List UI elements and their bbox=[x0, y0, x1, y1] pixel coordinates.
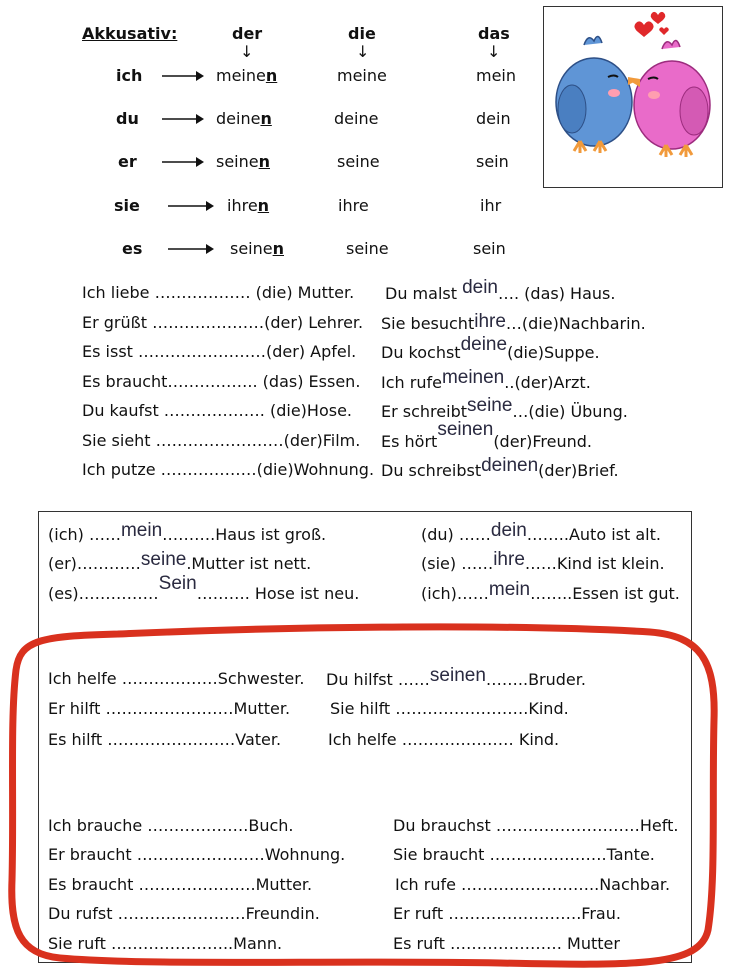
exercise-sentence: Er braucht ……………………Wohnung. bbox=[48, 845, 346, 864]
exercise-sentence: Sie braucht ………………….Tante. bbox=[393, 845, 655, 864]
handwritten-answer: seinen bbox=[429, 665, 486, 686]
exercise-sentence: Er hilft ……………………Mutter. bbox=[48, 699, 291, 718]
exercise-sentence: (ich)……mein……..Essen ist gut. bbox=[421, 579, 680, 603]
handwritten-answer: seine bbox=[467, 395, 513, 416]
col-header-das: das bbox=[478, 24, 510, 43]
exercise-sentence: Es braucht ………………….Mutter. bbox=[48, 875, 313, 894]
akkusativ-heading: Akkusativ: bbox=[82, 24, 178, 43]
handwritten-answer: ihre bbox=[493, 549, 525, 570]
das-form: dein bbox=[476, 109, 511, 128]
arrow-down-icon: ↓ bbox=[487, 42, 501, 61]
der-form: seinen bbox=[216, 152, 270, 171]
exercise-sentence: (er)…………seine.Mutter ist nett. bbox=[48, 549, 312, 573]
der-form: ihren bbox=[227, 196, 270, 215]
exercise-sentence: Sie ruft …………………..Mann. bbox=[48, 934, 283, 953]
exercise-sentence: Du kochstdeine(die)Suppe. bbox=[381, 334, 600, 362]
exercise-sentence: Ich rufemeinen..(der)Arzt. bbox=[381, 367, 591, 392]
handwritten-answer: ihre bbox=[474, 311, 506, 332]
das-form: ihr bbox=[480, 196, 502, 215]
arrow-right-icon bbox=[162, 66, 204, 90]
exercise-sentence: Du schreibstdeinen(der)Brief. bbox=[381, 455, 619, 480]
exercise-sentence: Ich rufe ……………………..Nachbar. bbox=[395, 875, 671, 894]
der-form: meinen bbox=[216, 66, 278, 85]
pronoun: du bbox=[116, 109, 139, 128]
das-form: sein bbox=[476, 152, 509, 171]
handwritten-answer: deine bbox=[460, 334, 508, 355]
handwritten-answer: mein bbox=[120, 520, 163, 541]
kissing-birds-image bbox=[543, 6, 723, 188]
heart-icon bbox=[651, 12, 666, 24]
exercise-sentence: Sie sieht ……………………(der)Film. bbox=[82, 431, 361, 450]
exercise-sentence: Du hilfst ……seinen……..Bruder. bbox=[326, 665, 586, 689]
exercise-sentence: (du) ……dein……..Auto ist alt. bbox=[421, 520, 661, 544]
exercise-sentence: (ich) ……mein……….Haus ist groß. bbox=[48, 520, 327, 544]
exercise-sentence: Er ruft …………………….Frau. bbox=[393, 904, 621, 923]
pronoun: es bbox=[122, 239, 143, 258]
die-form: seine bbox=[337, 152, 380, 171]
arrow-right-icon bbox=[162, 109, 204, 133]
pronoun: ich bbox=[116, 66, 143, 85]
arrow-right-icon bbox=[168, 239, 214, 263]
exercise-sentence: (es)……………Sein………. Hose ist neu. bbox=[48, 573, 360, 603]
pronoun: er bbox=[118, 152, 137, 171]
handwritten-answer: Sein bbox=[158, 573, 197, 594]
arrow-right-icon bbox=[168, 196, 214, 220]
der-form: deinen bbox=[216, 109, 272, 128]
die-form: ihre bbox=[338, 196, 369, 215]
exercise-sentence: Ich helfe ………………Schwester. bbox=[48, 669, 305, 688]
der-form: seinen bbox=[230, 239, 284, 258]
handwritten-answer: deinen bbox=[481, 455, 539, 476]
handwritten-answer: seinen bbox=[437, 419, 494, 440]
exercise-sentence: (sie) ……ihre……Kind ist klein. bbox=[421, 549, 665, 573]
pronoun: sie bbox=[114, 196, 140, 215]
das-form: mein bbox=[476, 66, 517, 85]
heart-icon bbox=[659, 27, 669, 35]
exercise-sentence: Es hilft ……………………Vater. bbox=[48, 730, 282, 749]
exercise-sentence: Ich brauche ……………….Buch. bbox=[48, 816, 294, 835]
arrow-right-icon bbox=[162, 152, 204, 176]
col-header-der: der bbox=[232, 24, 263, 43]
exercise-sentence: Du malst dein…. (das) Haus. bbox=[385, 277, 616, 303]
arrow-down-icon: ↓ bbox=[240, 42, 254, 61]
col-header-die: die bbox=[348, 24, 376, 43]
exercise-sentence: Du rufst ……………………Freundin. bbox=[48, 904, 320, 923]
handwritten-answer: meinen bbox=[441, 367, 505, 388]
handwritten-answer: dein bbox=[490, 520, 527, 541]
die-form: meine bbox=[337, 66, 387, 85]
exercise-sentence: Ich putze ………………(die)Wohnung. bbox=[82, 460, 375, 479]
exercise-sentence: Ich liebe ……………… (die) Mutter. bbox=[82, 283, 355, 302]
die-form: seine bbox=[346, 239, 389, 258]
handwritten-answer: seine bbox=[140, 549, 187, 570]
exercise-sentence: Sie hilft …………………….Kind. bbox=[330, 699, 569, 718]
arrow-down-icon: ↓ bbox=[356, 42, 370, 61]
heart-icon bbox=[634, 21, 653, 37]
die-form: deine bbox=[334, 109, 379, 128]
exercise-sentence: Er grüßt …………………(der) Lehrer. bbox=[82, 313, 364, 332]
handwritten-answer: mein bbox=[488, 579, 531, 600]
exercise-sentence: Es ruft ………………… Mutter bbox=[393, 934, 620, 953]
das-form: sein bbox=[473, 239, 506, 258]
exercise-sentence: Du brauchst ………………………Heft. bbox=[393, 816, 679, 835]
exercise-sentence: Es braucht…………….. (das) Essen. bbox=[82, 372, 361, 391]
exercise-sentence: Du kaufst ………………. (die)Hose. bbox=[82, 401, 352, 420]
exercise-sentence: Ich helfe ………………… Kind. bbox=[328, 730, 560, 749]
handwritten-answer: dein bbox=[462, 277, 498, 298]
exercise-sentence: Es hörtseinen(der)Freund. bbox=[381, 419, 593, 451]
exercise-sentence: Sie besuchtihre…(die)Nachbarin. bbox=[381, 311, 646, 333]
exercise-sentence: Es isst ……………………(der) Apfel. bbox=[82, 342, 357, 361]
exercise-sentence: Er schreibtseine…(die) Übung. bbox=[381, 395, 628, 421]
